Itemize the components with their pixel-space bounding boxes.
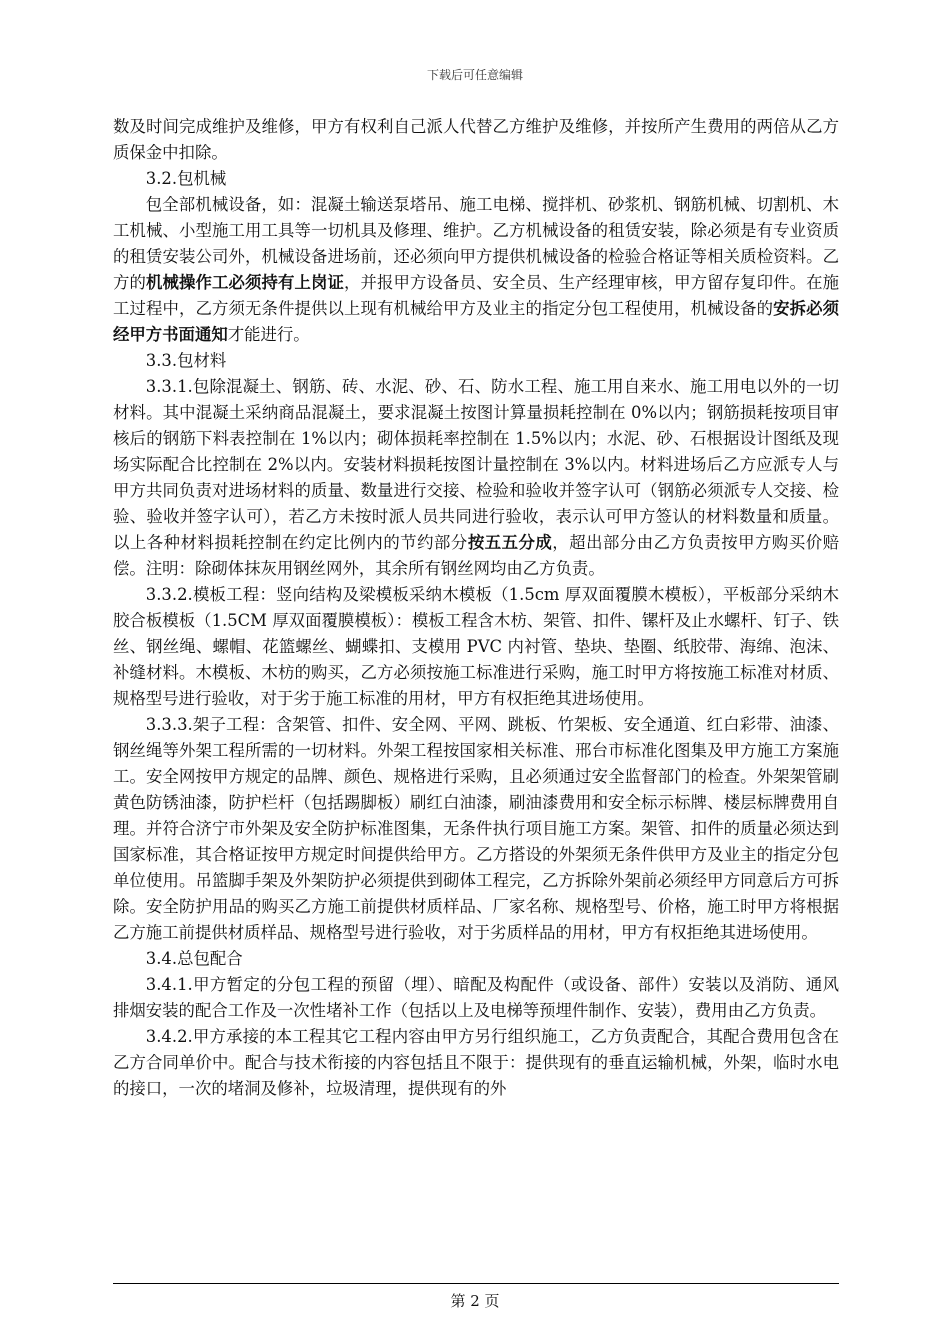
text-run: 才能进行。 bbox=[227, 325, 310, 344]
footer-divider bbox=[113, 1283, 839, 1284]
text-run: ，超出部分由乙方负责按甲方购买价赔偿。注明：除砌体抹灰用钢丝网外，其余所有钢丝网均由乙方负责。 bbox=[113, 533, 840, 578]
paragraph-machinery bbox=[113, 192, 839, 348]
bold-emphasis: 机械操作工必须持有上岗证 bbox=[146, 273, 345, 292]
paragraph-3-3-3: 3.3.3.架子工程：含架管、扣件、安全网、平网、跳板、竹架板、安全通道、红白彩带、油漆、钢丝绳等外架工程所需的一切材料。外架工程按国家相关标准、邢台市标准化图集及甲方施工方案施工。安全网按甲方规定的品牌、颜色、规格进行采购，且必须通过安全监督部门的检查。外架架管刷黄色防锈油漆，防护栏杆（包括踢脚板）刷红白油漆，刷油漆费用和安全标示标牌、楼层标牌费用自理。并符合济宁市外架及安全防护标准图集，无条件执行项目施工方案。架管、扣件的质量必须达到国家标准，其合格证按甲方规定时间提供给甲方。乙方搭设的外架须无条件供甲方及业主的指定分包单位使用。吊篮脚手架及外架防护必须提供到砌体工程完，乙方拆除外架前必须经甲方同意后方可拆除。安全防护用品的购买乙方施工前提供材质样品、厂家名称、规格型号、价格，施工时甲方将根据乙方施工前提供材质样品、规格型号进行验收，对于劣质样品的用材，甲方有权拒绝其进场使用。 bbox=[113, 715, 839, 942]
section-heading-3-3: 3.3.包材料 bbox=[145, 351, 227, 370]
paragraph-3-3-1 bbox=[113, 374, 839, 582]
text-run: ，并报甲方设备员、安全员、生产经理审核，甲方留存复印件。在施工过程中，乙方须无条件提供以上现有机械给甲方及业主的指定分包工程使用，机械设备的 bbox=[113, 273, 840, 318]
bold-emphasis: 按五五分成 bbox=[467, 533, 553, 552]
paragraph-3-4-1: 3.4.1.甲方暂定的分包工程的预留（埋）、暗配及构配件（或设备、部件）安装以及消防、通风排烟安装的配合工作及一次性堵补工作（包括以上及电梯等预埋件制作、安装），费用由乙方负责。 bbox=[113, 975, 839, 1020]
text-run: 包全部机械设备，如：混凝土输送泵塔吊、施工电梯、搅拌机、砂浆机、钢筋机械、切割机、木工机械、小型施工用工具等一切机具及修理、维护。乙方机械设备的租赁安装，除必须是有专业资质的租赁安装公司外，机械设备进场前，还必须向甲方提供机械设备的检验合格证等相关质检资料。乙方的 bbox=[113, 195, 839, 292]
document-body bbox=[113, 114, 839, 1102]
bold-emphasis: 安拆必须经甲方书面通知 bbox=[113, 299, 840, 344]
page-number: 第 2 页 bbox=[450, 1292, 500, 1310]
section-heading-3-4: 3.4.总包配合 bbox=[145, 949, 243, 968]
paragraph-3-4-2: 3.4.2.甲方承接的本工程其它工程内容由甲方另行组织施工，乙方负责配合，其配合费用包含在乙方合同单价中。配合与技术衔接的内容包括且不限于：提供现有的垂直运输机械，外架，临时水电的接口，一次的堵洞及修补，垃圾清理，提供现有的外 bbox=[113, 1027, 839, 1098]
text-run: 3.3.1.包除混凝土、钢筋、砖、水泥、砂、石、防水工程、施工用自来水、施工用电以外的一切材料。其中混凝土采纳商品混凝土，要求混凝土按图计算量损耗控制在 0%以内；钢筋损耗按项目审核后的钢筋下料表控制在 1%以内；砌体损耗率控制在 1.5%以内；水泥、砂、石根据设计图纸及现场实际配合比控制在 2%以内。安装材料损耗按图计量控制在 3%以内。材料进场后乙方应派专人与甲方共同负责对进场材料的质量、数量进行交接、检验和验收并签字认可（钢筋必须派专人交接、检验、验收并签字认可），若乙方未按时派人员共同进行验收，表示认可甲方签认的材料数量和质量。以上各种材料损耗控制在约定比例内的节约部分 bbox=[113, 377, 839, 552]
page-header: 下载后可任意编辑 bbox=[426, 68, 523, 82]
paragraph-continuation: 数及时间完成维护及维修，甲方有权利自己派人代替乙方维护及维修，并按所产生费用的两倍从乙方质保金中扣除。 bbox=[113, 117, 839, 162]
section-heading-3-2: 3.2.包机械 bbox=[145, 169, 227, 188]
paragraph-3-3-2: 3.3.2.模板工程：竖向结构及梁模板采纳木模板（1.5cm 厚双面覆膜木模板），平板部分采纳木胶合板模板（1.5CM 厚双面覆膜模板）：模板工程含木枋、架管、扣件、镙杆及止水螺杆、钉子、铁丝、钢丝绳、螺帽、花篮螺丝、蝴蝶扣、支模用 PVC 内衬管、垫块、垫圈、纸胶带、海绵、泡沫、补缝材料。木模板、木枋的购买，乙方必须按施工标准进行采购，施工时甲方将按施工标准对材质、规格型号进行验收，对于劣于施工标准的用材，甲方有权拒绝其进场使用。 bbox=[113, 585, 839, 708]
